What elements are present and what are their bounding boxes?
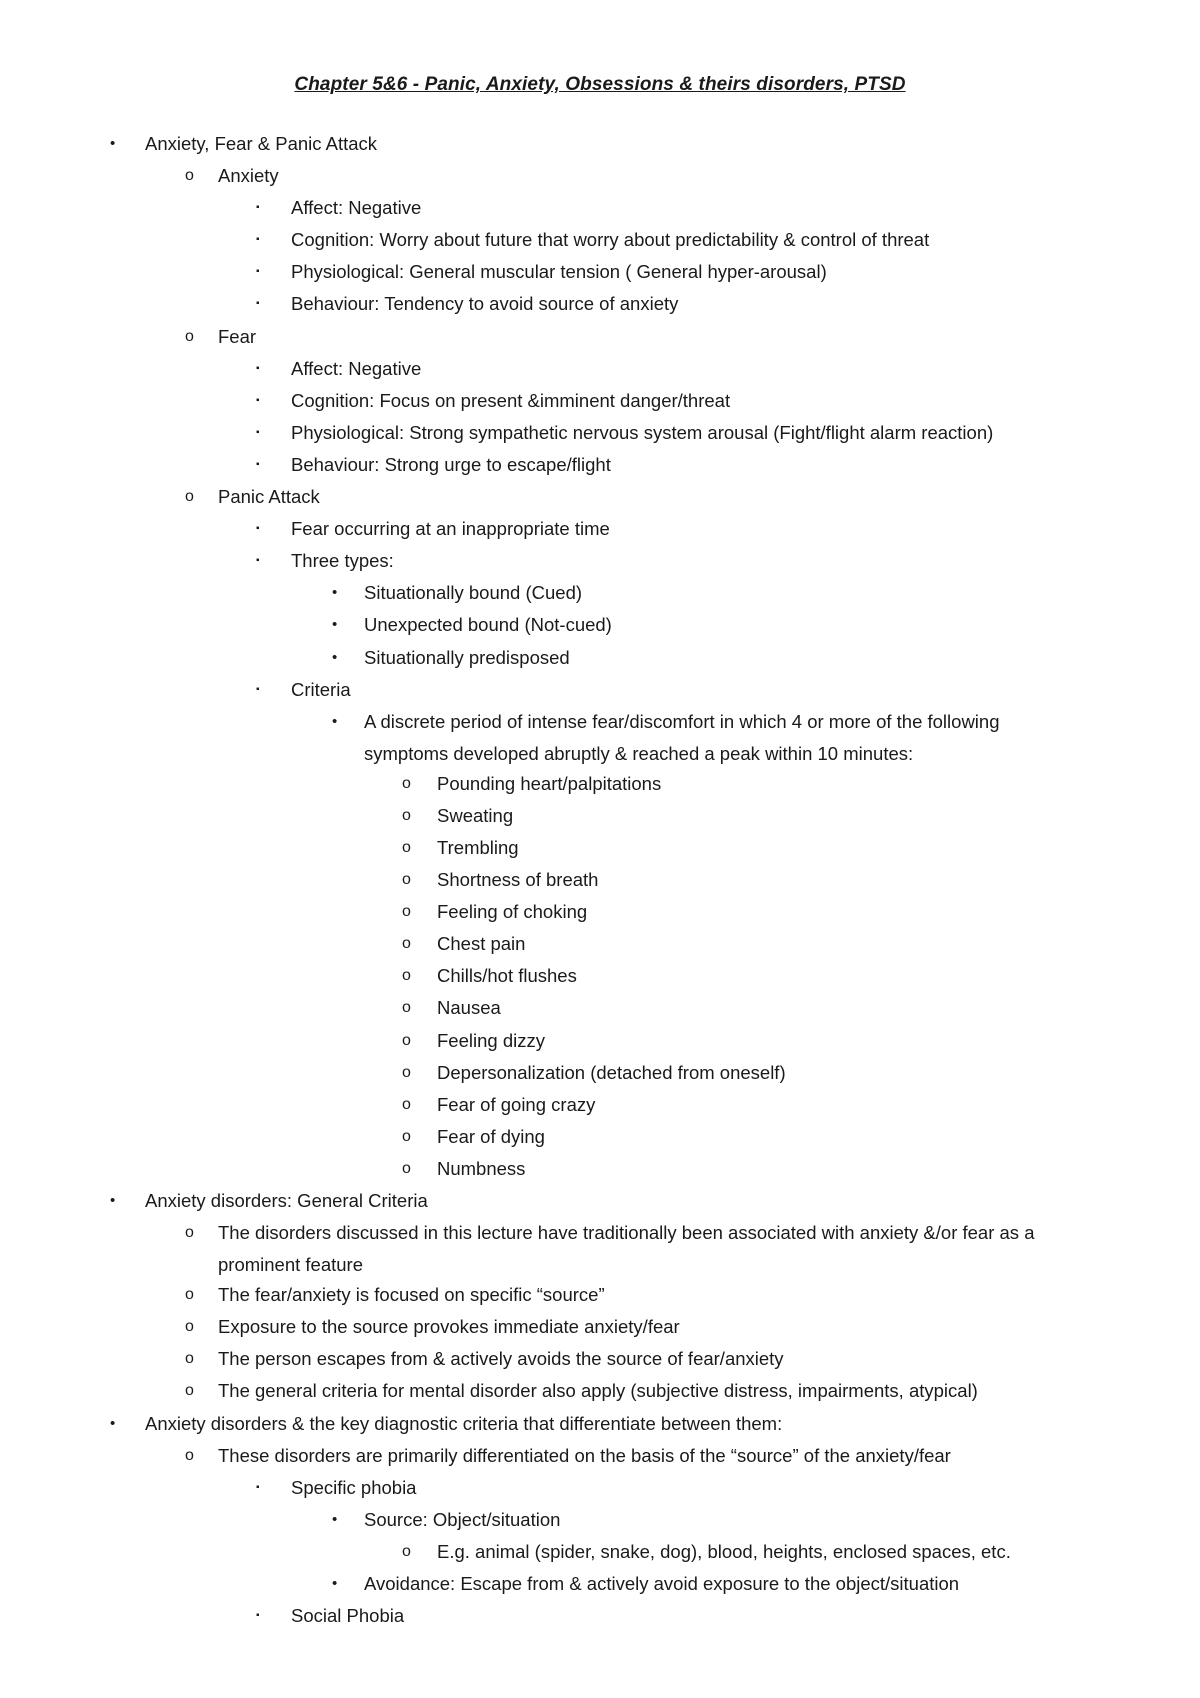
list-item <box>0 1472 1200 1504</box>
list-item <box>0 1185 1200 1217</box>
list-item-text: Anxiety disorders: General Criteria <box>145 1190 428 1211</box>
bullet-disc-icon: • <box>332 1510 338 1528</box>
list-item-text: Shortness of breath <box>437 869 599 891</box>
list-item <box>0 481 1200 513</box>
list-item-continuation <box>0 1249 1200 1279</box>
list-item-continuation <box>0 738 1200 768</box>
bullet-circle-icon: o <box>402 1159 411 1177</box>
list-item <box>0 706 1200 738</box>
list-item <box>0 1089 1200 1121</box>
list-item <box>0 1311 1200 1343</box>
list-item <box>0 832 1200 864</box>
list-item-text: Behaviour: Strong urge to escape/flight <box>291 453 611 475</box>
list-item-text: Unexpected bound (Not-cued) <box>364 614 612 636</box>
bullet-disc-icon: • <box>110 1414 116 1432</box>
list-item <box>0 1121 1200 1153</box>
list-item-text: The fear/anxiety is focused on specific “source” <box>218 1284 605 1306</box>
list-item-text: The disorders discussed in this lecture have traditionally been associated with anxiety &/or fear as a <box>218 1222 1035 1244</box>
bullet-circle-icon: o <box>185 488 194 506</box>
bullet-circle-icon: o <box>402 1095 411 1113</box>
bullet-circle-icon: o <box>402 935 411 953</box>
list-item-text: The person escapes from & actively avoids the source of fear/anxiety <box>218 1348 784 1370</box>
list-item-text: A discrete period of intense fear/discomfort in which 4 or more of the following <box>364 710 1000 732</box>
list-item-text: Panic Attack <box>218 486 320 508</box>
list-item <box>0 288 1200 320</box>
list-item <box>0 353 1200 385</box>
outline-list <box>0 128 1200 1632</box>
bullet-square-icon: ▪ <box>256 1481 260 1493</box>
bullet-square-icon: ▪ <box>256 458 260 470</box>
bullet-circle-icon: o <box>185 327 194 345</box>
list-item-text: Social Phobia <box>291 1605 405 1627</box>
list-item-text: These disorders are primarily differentiated on the basis of the “source” of the anxiety/fear <box>218 1444 951 1466</box>
bullet-square-icon: ▪ <box>256 202 260 214</box>
list-item <box>0 417 1200 449</box>
list-item-text: Physiological: Strong sympathetic nervous system arousal (Fight/flight alarm reaction) <box>291 421 994 443</box>
bullet-circle-icon: o <box>402 806 411 824</box>
bullet-disc-icon: • <box>332 616 338 634</box>
list-item <box>0 160 1200 192</box>
bullet-circle-icon: o <box>402 1063 411 1081</box>
bullet-circle-icon: o <box>185 1350 194 1368</box>
list-item-text: Trembling <box>437 836 519 858</box>
list-item-text: Anxiety disorders & the key diagnostic criteria that differentiate between them: <box>145 1412 783 1434</box>
list-item-text: Anxiety, Fear & Panic Attack <box>145 133 378 154</box>
list-item <box>0 609 1200 641</box>
list-item <box>0 1568 1200 1600</box>
list-item-text: Situationally bound (Cued) <box>364 582 583 604</box>
list-item <box>0 1504 1200 1536</box>
list-item-text: Affect: Negative <box>291 357 422 379</box>
list-item <box>0 642 1200 674</box>
bullet-disc-icon: • <box>332 648 338 666</box>
list-item-text: Feeling dizzy <box>437 1029 545 1051</box>
list-item <box>0 674 1200 706</box>
list-item <box>0 1408 1200 1440</box>
bullet-square-icon: ▪ <box>256 426 260 438</box>
list-item-text: Numbness <box>437 1157 526 1179</box>
bullet-circle-icon: o <box>402 903 411 921</box>
list-item <box>0 1217 1200 1249</box>
list-item-text: Feeling of choking <box>437 901 588 923</box>
list-item-text: Fear <box>218 325 257 347</box>
bullet-disc-icon: • <box>332 1575 338 1593</box>
list-item <box>0 224 1200 256</box>
list-item <box>0 1025 1200 1057</box>
list-item-text: prominent feature <box>218 1254 364 1276</box>
list-item <box>0 577 1200 609</box>
list-item <box>0 1375 1200 1407</box>
list-item <box>0 960 1200 992</box>
bullet-circle-icon: o <box>185 1318 194 1336</box>
list-item <box>0 1343 1200 1375</box>
list-item-text: Depersonalization (detached from oneself) <box>437 1061 786 1083</box>
list-item-text: Affect: Negative <box>291 197 422 219</box>
list-item <box>0 545 1200 577</box>
list-item <box>0 1057 1200 1089</box>
bullet-circle-icon: o <box>402 838 411 856</box>
bullet-circle-icon: o <box>402 1031 411 1049</box>
list-item <box>0 256 1200 288</box>
bullet-square-icon: ▪ <box>256 394 260 406</box>
list-item-text: symptoms developed abruptly & reached a peak within 10 minutes: <box>364 742 914 764</box>
list-item-text: Specific phobia <box>291 1476 417 1498</box>
list-item <box>0 1279 1200 1311</box>
list-item-text: Physiological: General muscular tension ( General hyper-arousal) <box>291 261 827 283</box>
list-item-text: Fear of going crazy <box>437 1093 596 1115</box>
list-item <box>0 800 1200 832</box>
bullet-circle-icon: o <box>185 1446 194 1464</box>
list-item-text: Anxiety <box>218 165 279 187</box>
bullet-circle-icon: o <box>185 1286 194 1304</box>
list-item <box>0 896 1200 928</box>
list-item-text: Three types: <box>291 550 394 572</box>
document-title: Chapter 5&6 - Panic, Anxiety, Obsessions & theirs disorders, PTSD <box>294 74 906 95</box>
list-item <box>0 1536 1200 1568</box>
list-item-text: Pounding heart/palpitations <box>437 772 662 794</box>
list-item <box>0 864 1200 896</box>
list-item-text: Cognition: Worry about future that worry about predictability & control of threat <box>291 229 930 251</box>
list-item-text: Chest pain <box>437 933 526 955</box>
list-item <box>0 1440 1200 1472</box>
bullet-circle-icon: o <box>185 167 194 185</box>
list-item <box>0 513 1200 545</box>
bullet-disc-icon: • <box>110 135 116 152</box>
list-item <box>0 992 1200 1024</box>
bullet-square-icon: ▪ <box>256 362 260 374</box>
bullet-square-icon: ▪ <box>256 234 260 246</box>
bullet-circle-icon: o <box>402 967 411 985</box>
bullet-square-icon: ▪ <box>256 266 260 278</box>
list-item <box>0 768 1200 800</box>
list-item-text: Cognition: Focus on present &imminent danger/threat <box>291 389 731 411</box>
list-item <box>0 1153 1200 1185</box>
list-item <box>0 928 1200 960</box>
list-item <box>0 385 1200 417</box>
list-item-text: E.g. animal (spider, snake, dog), blood, heights, enclosed spaces, etc. <box>437 1540 1011 1562</box>
list-item <box>0 128 1200 160</box>
list-item-text: Fear occurring at an inappropriate time <box>291 518 610 540</box>
bullet-disc-icon: • <box>332 584 338 602</box>
list-item-text: Fear of dying <box>437 1125 545 1147</box>
list-item <box>0 321 1200 353</box>
list-item-text: Source: Object/situation <box>364 1508 561 1530</box>
list-item-text: Sweating <box>437 804 514 826</box>
bullet-circle-icon: o <box>185 1382 194 1400</box>
list-item <box>0 1600 1200 1632</box>
bullet-square-icon: ▪ <box>256 1610 260 1622</box>
bullet-circle-icon: o <box>402 1127 411 1145</box>
list-item <box>0 449 1200 481</box>
bullet-circle-icon: o <box>402 774 411 792</box>
bullet-disc-icon: • <box>110 1192 116 1209</box>
list-item-text: Nausea <box>437 997 501 1019</box>
bullet-circle-icon: o <box>185 1224 194 1242</box>
list-item-text: Situationally predisposed <box>364 646 570 668</box>
list-item-text: Exposure to the source provokes immediate anxiety/fear <box>218 1316 680 1338</box>
bullet-circle-icon: o <box>402 1542 411 1560</box>
list-item-text: Behaviour: Tendency to avoid source of anxiety <box>291 293 679 315</box>
list-item-text: The general criteria for mental disorder also apply (subjective distress, impairments, atypical) <box>218 1380 978 1402</box>
list-item-text: Chills/hot flushes <box>437 965 577 987</box>
list-item-text: Criteria <box>291 678 351 700</box>
list-item <box>0 192 1200 224</box>
bullet-circle-icon: o <box>402 871 411 889</box>
bullet-disc-icon: • <box>332 712 338 730</box>
bullet-square-icon: ▪ <box>256 298 260 310</box>
bullet-square-icon: ▪ <box>256 523 260 535</box>
bullet-square-icon: ▪ <box>256 683 260 695</box>
bullet-square-icon: ▪ <box>256 555 260 567</box>
list-item-text: Avoidance: Escape from & actively avoid exposure to the object/situation <box>364 1573 960 1595</box>
bullet-circle-icon: o <box>402 999 411 1017</box>
